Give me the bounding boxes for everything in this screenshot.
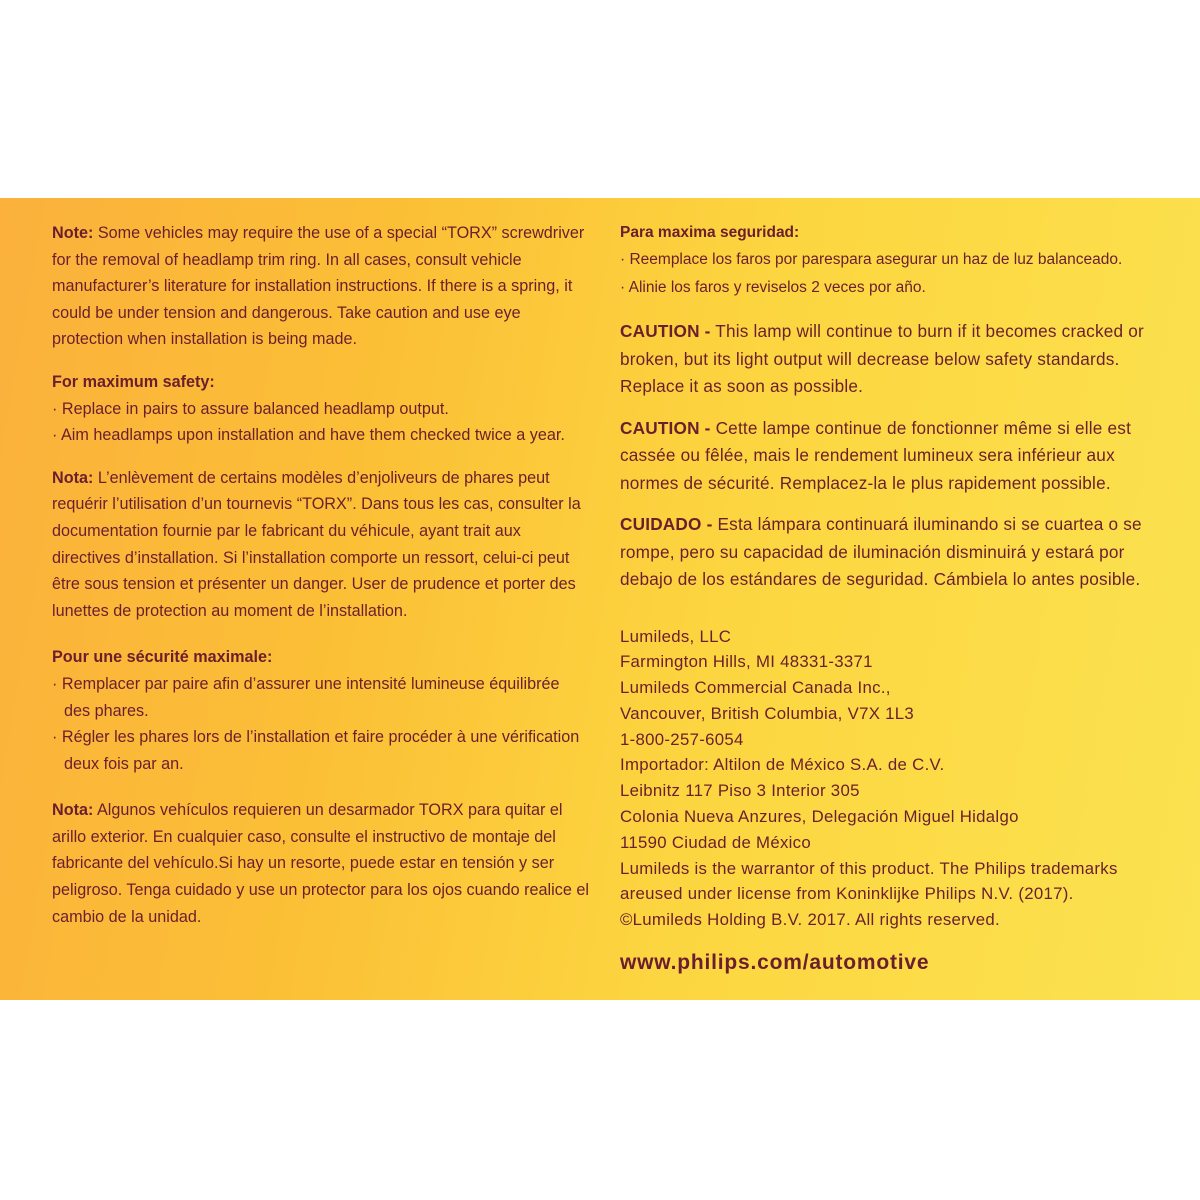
- caution-text: This lamp will continue to burn if it becomes cracked or: [710, 321, 1144, 341]
- note-spanish-line: [52, 797, 612, 824]
- caution-text: cassée ou fêlée, mais le rendement lumineux sera inférieur aux: [620, 445, 1115, 465]
- caution-english: [620, 318, 1180, 401]
- safety-heading: For maximum safety:: [52, 372, 215, 391]
- safety-item-line: deux fois par an.: [64, 754, 184, 773]
- note-spanish-line: fabricante del vehículo.Si hay un resorte, puede estar en tensión y ser: [52, 854, 555, 873]
- note-english-line: for the removal of headlamp trim ring. In all cases, consult vehicle: [52, 250, 522, 269]
- note-spanish-line: peligroso. Tenga cuidado y use un protector para los ojos cuando realice el: [52, 881, 589, 900]
- note-label: Nota:: [52, 468, 94, 487]
- safety-heading: Para maxima seguridad:: [620, 224, 800, 241]
- address-line: 11590 Ciudad de México: [620, 832, 812, 852]
- caution-text: broken, but its light output will decrease below safety standards.: [620, 348, 1120, 369]
- safety-item-line: · Remplacer par paire afin d’assurer une intensité lumineuse équilibrée: [52, 674, 560, 693]
- caution-spanish: [620, 511, 1180, 594]
- safety-item: · Alinie los faros y reviselos 2 veces por año.: [620, 279, 926, 296]
- note-spanish: [52, 797, 612, 930]
- safety-french: [52, 644, 612, 777]
- safety-item-line: des phares.: [64, 701, 149, 720]
- address-line: Colonia Nueva Anzures, Delegación Miguel Hidalgo: [620, 807, 1019, 827]
- address-line: Importador: Altilon de México S.A. de C.V.: [620, 755, 945, 775]
- note-french: [52, 465, 612, 625]
- address-line: Farmington Hills, MI 48331-3371: [620, 652, 873, 672]
- safety-item-line: · Régler les phares lors de l’installation et faire procéder à une vérification: [52, 728, 580, 747]
- safety-spanish: [620, 220, 1180, 302]
- safety-item: · Replace in pairs to assure balanced headlamp output.: [52, 399, 449, 418]
- note-english-line: manufacturer’s literature for installation instructions. If there is a spring, it: [52, 277, 573, 296]
- note-spanish-line: arillo exterior. En cualquier caso, consulte el instructivo de montaje del: [52, 827, 556, 846]
- note-label: Note:: [52, 224, 94, 242]
- address-line: Vancouver, British Columbia, V7X 1L3: [620, 703, 915, 723]
- caution-label: CAUTION -: [620, 321, 711, 341]
- note-french-line: lunettes de protection au moment de l’installation.: [52, 601, 408, 620]
- note-text: Some vehicles may require the use of a special “TORX” screwdriver: [93, 224, 585, 242]
- note-english: [52, 220, 612, 353]
- note-text: L’enlèvement de certains modèles d’enjoliveurs de phares peut: [93, 468, 550, 487]
- safety-item: [52, 724, 612, 777]
- warranty-line: areused under license from Koninklijke Philips N.V. (2017).: [620, 884, 1074, 904]
- note-english-line: [52, 220, 612, 247]
- note-spanish-line: cambio de la unidad.: [52, 907, 202, 926]
- left-column: [52, 220, 612, 946]
- note-text: Algunos vehículos requieren un desarmador TORX para quitar el: [93, 801, 563, 820]
- right-column: [620, 220, 1180, 975]
- caution-text: Esta lámpara continuará iluminando si se cuartea o se: [712, 514, 1142, 534]
- address-block: [620, 624, 1180, 934]
- caution-french: [620, 415, 1180, 498]
- caution-label: CAUTION -: [620, 417, 711, 438]
- safety-heading: Pour une sécurité maximale:: [52, 648, 273, 667]
- phone-number: 1-800-257-6054: [620, 729, 744, 749]
- caution-text: Cette lampe continue de fonctionner même si elle est: [710, 417, 1132, 438]
- website-url: www.philips.com/automotive: [620, 951, 930, 975]
- note-french-line: directives d’installation. Si l’installation comporte un ressort, celui-ci peut: [52, 548, 570, 567]
- note-english-line: protection when installation is being made.: [52, 330, 358, 349]
- safety-item: · Aim headlamps upon installation and have them checked twice a year.: [52, 426, 565, 445]
- warranty-line: Lumileds is the warrantor of this product. The Philips trademarks: [620, 858, 1118, 878]
- address-line: Leibnitz 117 Piso 3 Interior 305: [620, 781, 860, 801]
- caution-text: Replace it as soon as possible.: [620, 376, 864, 396]
- caution-text: normes de sécurité. Remplacez-la le plus rapidement possible.: [620, 472, 1111, 493]
- caution-label: CUIDADO -: [620, 514, 713, 534]
- address-line: Lumileds Commercial Canada Inc.,: [620, 678, 891, 698]
- note-label: Nota:: [52, 801, 94, 820]
- note-english-line: could be under tension and dangerous. Take caution and use eye: [52, 303, 521, 322]
- caution-text: debajo de los estándares de seguridad. Cámbiela lo antes posible.: [620, 569, 1141, 589]
- safety-item: · Reemplace los faros por parespara asegurar un haz de luz balanceado.: [620, 251, 1123, 268]
- copyright-line: ©Lumileds Holding B.V. 2017. All rights reserved.: [620, 910, 1000, 930]
- note-french-line: être sous tension et présenter un danger. User de prudence et porter des: [52, 575, 576, 594]
- note-french-line: [52, 465, 612, 492]
- safety-english: [52, 369, 612, 449]
- instruction-card: [0, 198, 1200, 1000]
- note-french-line: requérir l’utilisation d’un tournevis “TORX”. Dans tous les cas, consulter la: [52, 495, 581, 514]
- note-french-line: documentation fournie par le fabricant du véhicule, ayant trait aux: [52, 521, 521, 540]
- address-line: Lumileds, LLC: [620, 626, 732, 646]
- caution-text: rompe, pero su capacidad de iluminación disminuirá y estará por: [620, 541, 1125, 562]
- safety-item: [52, 671, 612, 724]
